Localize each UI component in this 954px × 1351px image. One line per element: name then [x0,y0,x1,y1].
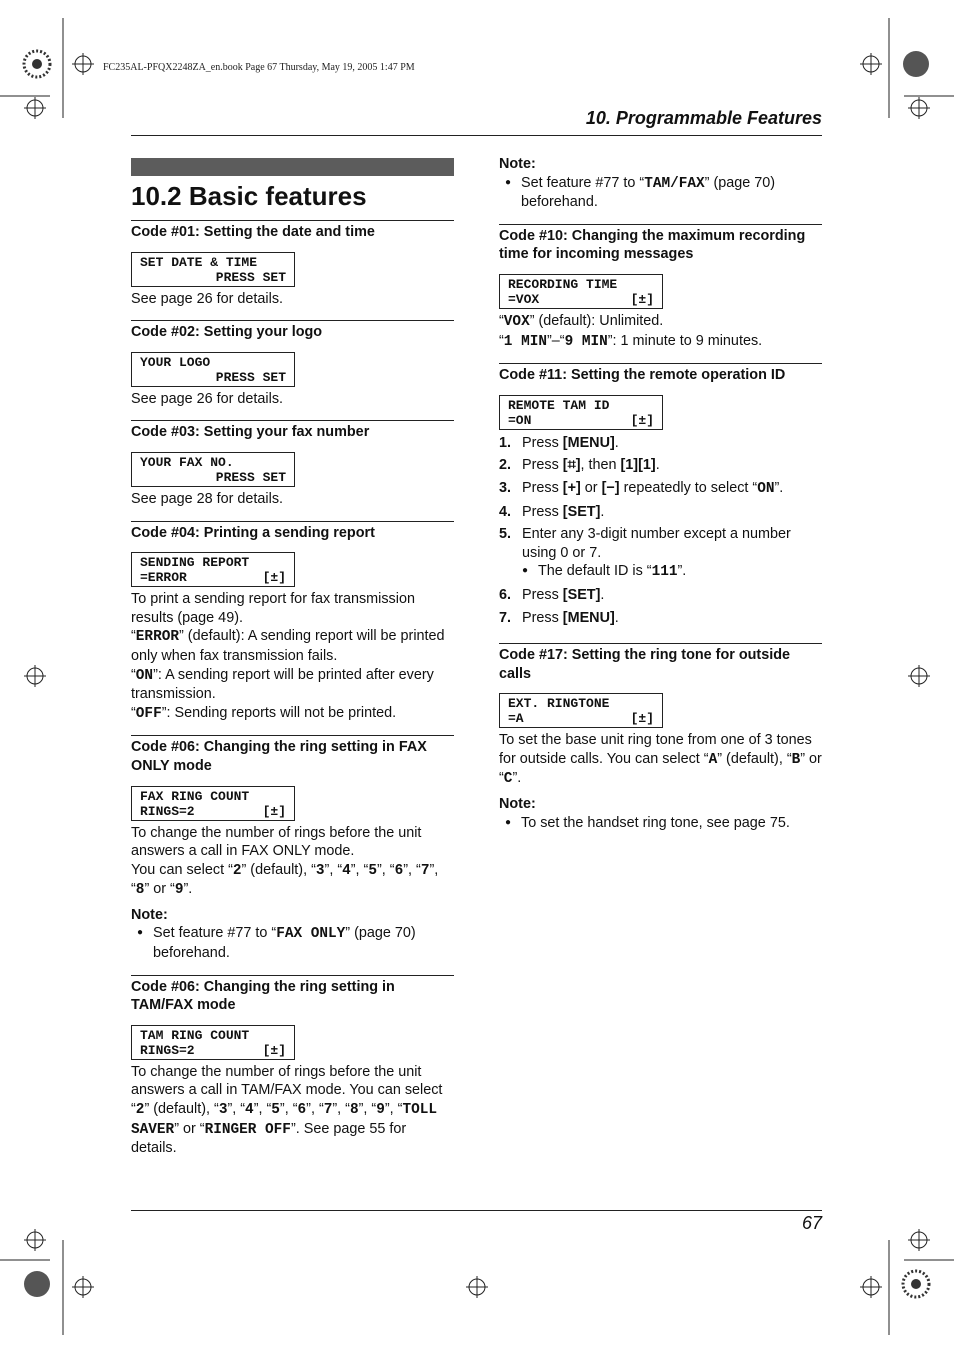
note-heading: Note: [499,796,536,813]
lcd-value: =A [508,711,524,727]
code-10-option-min: “1 MIN”–“9 MIN”: 1 minute to 9 minutes. [499,332,763,350]
lcd-line-2 [508,711,654,726]
lcd-line-2 [140,570,286,585]
code-02-heading: Code #02: Setting your logo [131,320,454,342]
lcd-line-1: FAX RING COUNT [140,788,250,804]
code-01-heading: Code #01: Setting the date and time [131,220,454,242]
code-06-tam-heading: Code #06: Changing the ring setting in TAM/FAX mode [131,975,454,1015]
code-11-heading: Code #11: Setting the remote operation ID [499,363,822,385]
bullet-icon: ● [505,816,512,828]
code-04-option-off: “OFF”: Sending reports will not be printed. [131,704,397,722]
step: 5. Enter any 3-digit number except a number using 0 or 7. ● The default ID is “111”. [499,525,822,582]
chapter-title: 10. Programmable Features [585,108,822,128]
lcd-line-2 [508,292,654,307]
lcd-display [499,693,663,728]
code-06-tam-text: To change the number of rings before the unit answers a call in TAM/FAX mode. You can select “2” (default), “3”, “4”, “5”, “6”, “7”, “8”, “9”, “TOLL SAVER” or “RINGER OFF”. See page 55 for details. [131,1063,443,1157]
step: 7. Press [MENU]. [499,609,619,626]
lcd-toggle-hint: [±] [630,412,654,428]
lcd-line-2 [140,804,286,819]
code-02-text: See page 26 for details. [131,390,284,407]
code-03-text: See page 28 for details. [131,490,284,507]
lcd-display [131,1025,295,1060]
lcd-value: =VOX [508,291,540,307]
lcd-line-1: REMOTE TAM ID [508,397,610,413]
lcd-value: =ON [508,412,532,428]
lcd-value: RINGS=2 [140,803,195,819]
code-10-heading: Code #10: Changing the maximum recording time for incoming messages [499,224,822,264]
lcd-toggle-hint: [±] [262,803,286,819]
lcd-toggle-hint: [±] [262,570,286,586]
code-17-heading: Code #17: Setting the ring tone for outside calls [499,643,822,683]
note-heading: Note: [131,906,168,923]
section-title-bar [131,158,454,176]
lcd-line-2: PRESS SET [215,469,286,485]
lcd-toggle-hint: [±] [630,711,654,727]
step: 4. Press [SET]. [499,503,605,520]
bullet-icon: ● [505,176,512,188]
section-title: 10.2 Basic features [131,181,367,211]
lcd-toggle-hint: [±] [630,291,654,307]
code-06-fax-options: You can select “2” (default), “3”, “4”, “5”, “6”, “7”, “8” or “9”. [131,861,439,899]
step: 1. Press [MENU]. [499,434,619,451]
code-06-fax-text: To change the number of rings before the unit answers a call in FAX ONLY mode. [131,824,422,860]
left-column [131,152,454,1158]
page-number: 67 [801,1213,822,1233]
lcd-display [499,274,663,309]
lcd-line-1: TAM RING COUNT [140,1027,250,1043]
code-04-text: To print a sending report for fax transmission results (page 49). [131,591,415,626]
right-column [499,152,822,832]
bullet-icon: ● [137,927,144,939]
lcd-value: =ERROR [140,570,187,586]
lcd-line-1: SET DATE & TIME [140,254,258,270]
lcd-line-2 [140,1043,286,1058]
lcd-line-2 [508,413,654,428]
code-04-option-error: “ERROR” (default): A sending report will be printed only when fax transmission fails. [131,628,445,664]
lcd-line-1: YOUR LOGO [140,354,211,370]
sub-bullet: ● The default ID is “111”. [522,563,687,581]
step: 3. Press [+] or [−] repeatedly to select “ON”. [499,479,784,497]
code-03-heading: Code #03: Setting your fax number [131,420,454,442]
lcd-display [131,786,295,821]
code-06-fax-heading: Code #06: Changing the ring setting in FAX ONLY mode [131,735,454,775]
lcd-line-1: YOUR FAX NO. [140,454,234,470]
note-heading: Note: [499,156,536,172]
lcd-toggle-hint: [±] [262,1042,286,1058]
code-04-option-on: “ON”: A sending report will be printed after every transmission. [131,666,434,703]
code-01-text: See page 26 for details. [131,290,284,307]
note-bullet: ● Set feature #77 to “FAX ONLY” (page 70) beforehand. [137,925,416,962]
lcd-display [131,352,295,387]
lcd-line-1: RECORDING TIME [508,276,618,292]
lcd-display [131,552,295,587]
lcd-value: RINGS=2 [140,1042,195,1058]
lcd-line-2: PRESS SET [215,369,286,385]
lcd-line-1: SENDING REPORT [140,555,250,571]
code-11-steps [499,434,822,627]
print-slugline: FC235AL-PFQX2248ZA_en.book Page 67 Thursday, May 19, 2005 1:47 PM [103,62,415,73]
code-04-heading: Code #04: Printing a sending report [131,521,454,543]
step: 2. Press [⌗], then [1][1]. [499,457,660,474]
lcd-display [499,395,663,430]
header-rule [131,135,822,136]
step: 6. Press [SET]. [499,586,605,603]
lcd-line-2: PRESS SET [215,269,286,285]
bullet-icon: ● [522,565,529,577]
lcd-display [131,452,295,487]
code-10-option-vox: “VOX” (default): Unlimited. [499,312,664,330]
note-bullet: ● Set feature #77 to “TAM/FAX” (page 70) beforehand. [505,174,776,211]
footer-rule [131,1210,822,1211]
code-17-text: To set the base unit ring tone from one of 3 tones for outside calls. You can select “A” (default), “B” or “C”. [499,732,822,788]
note-bullet: ● To set the handset ring tone, see page 75. [505,814,790,831]
lcd-display [131,252,295,287]
lcd-line-1: EXT. RINGTONE [508,696,610,712]
